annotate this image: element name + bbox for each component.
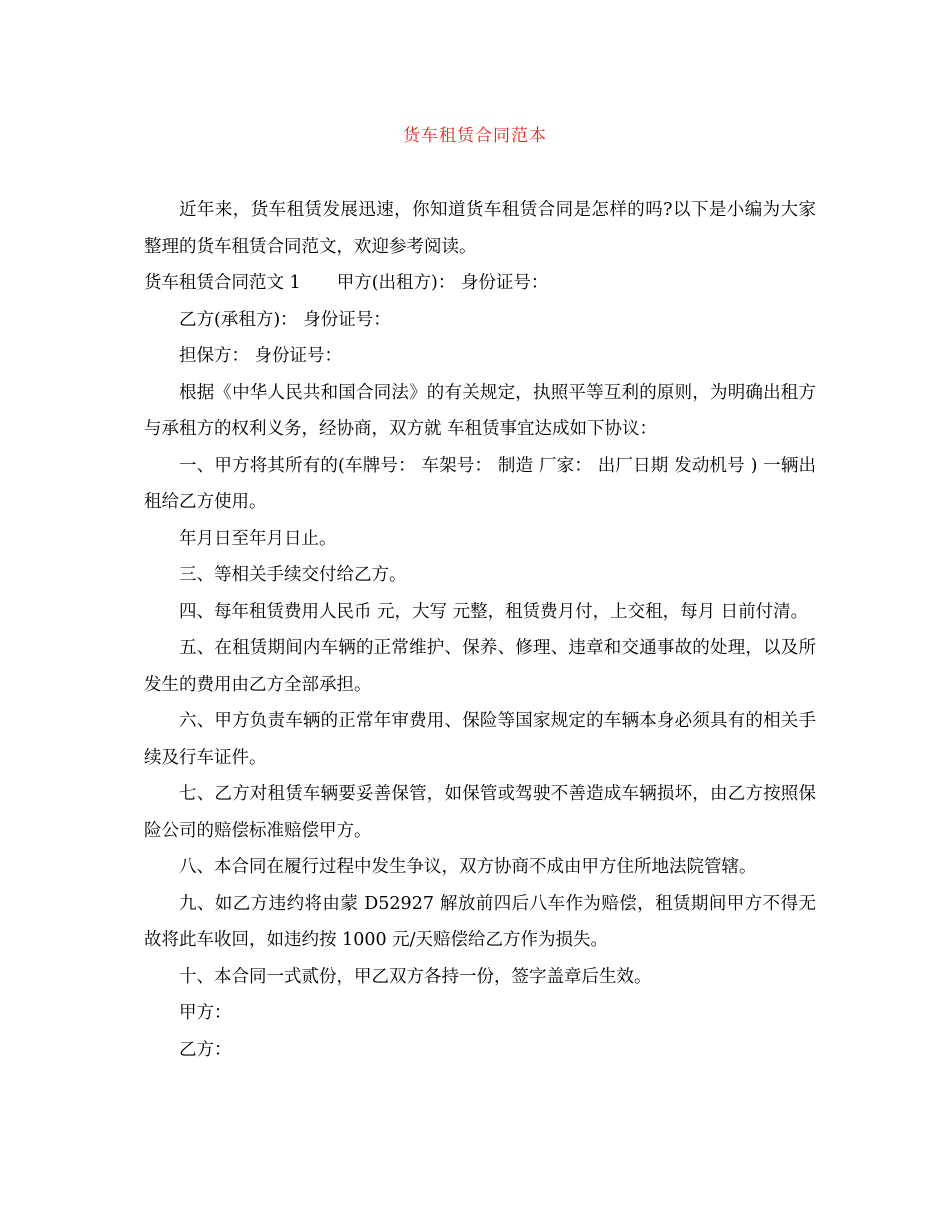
clause-1: 一、甲方将其所有的(车牌号： 车架号： 制造 厂家： 出厂日期 发动机号 ) 一辆出租给乙方使用。 (144, 455, 816, 512)
party-a-line: 甲方(出租方)： 身份证号： (336, 273, 549, 293)
clause-4: 四、每年租赁费用人民币 元，大写 元整，租赁费月付，上交租，每月 日前付清。 (179, 601, 809, 622)
party-b-line: 乙方(承租方)： 身份证号： (179, 309, 391, 330)
guarantor-line: 担保方： 身份证号： (179, 346, 343, 366)
section-heading: 货车租赁合同范文 1 (144, 273, 301, 293)
intro-paragraph: 近年来，货车租赁发展迅速，你知道货车租赁合同是怎样的吗?以下是小编为大家整理的货车租赁合同范文，欢迎参考阅读。 (144, 200, 816, 257)
document-title: 货车租赁合同范本 (403, 126, 547, 146)
clause-9: 九、如乙方违约将由蒙 D52927 解放前四后八车作为赔偿，租赁期间甲方不得无故将此车收回，如违约按 1000 元/天赔偿给乙方作为损失。 (144, 893, 816, 950)
clause-8: 八、本合同在履行过程中发生争议，双方协商不成由甲方住所地法院管辖。 (179, 857, 757, 877)
clause-6: 六、甲方负责车辆的正常年审费用、保险等国家规定的车辆本身必须具有的相关手续及行车证件。 (144, 711, 816, 768)
signature-party-a: 甲方： (179, 1003, 232, 1023)
clause-7: 七、乙方对租赁车辆要妥善保管，如保管或驾驶不善造成车辆损坏，由乙方按照保险公司的赔偿标准赔偿甲方。 (144, 784, 816, 841)
clause-2: 年月日至年月日止。 (179, 528, 337, 549)
section-heading-line (144, 265, 816, 302)
clause-10: 十、本合同一式贰份，甲乙双方各持一份，签字盖章后生效。 (179, 966, 652, 987)
preamble-paragraph: 根据《中华人民共和国合同法》的有关规定，执照平等互利的原则，为明确出租方与承租方的权利义务，经协商，双方就 车租赁事宜达成如下协议： (144, 382, 816, 439)
clause-5: 五、在租赁期间内车辆的正常维护、保养、修理、违章和交通事故的处理，以及所发生的费用由乙方全部承担。 (144, 638, 816, 695)
clause-3: 三、等相关手续交付给乙方。 (179, 565, 407, 585)
document-body (144, 192, 816, 1068)
signature-party-b: 乙方： (179, 1039, 232, 1060)
